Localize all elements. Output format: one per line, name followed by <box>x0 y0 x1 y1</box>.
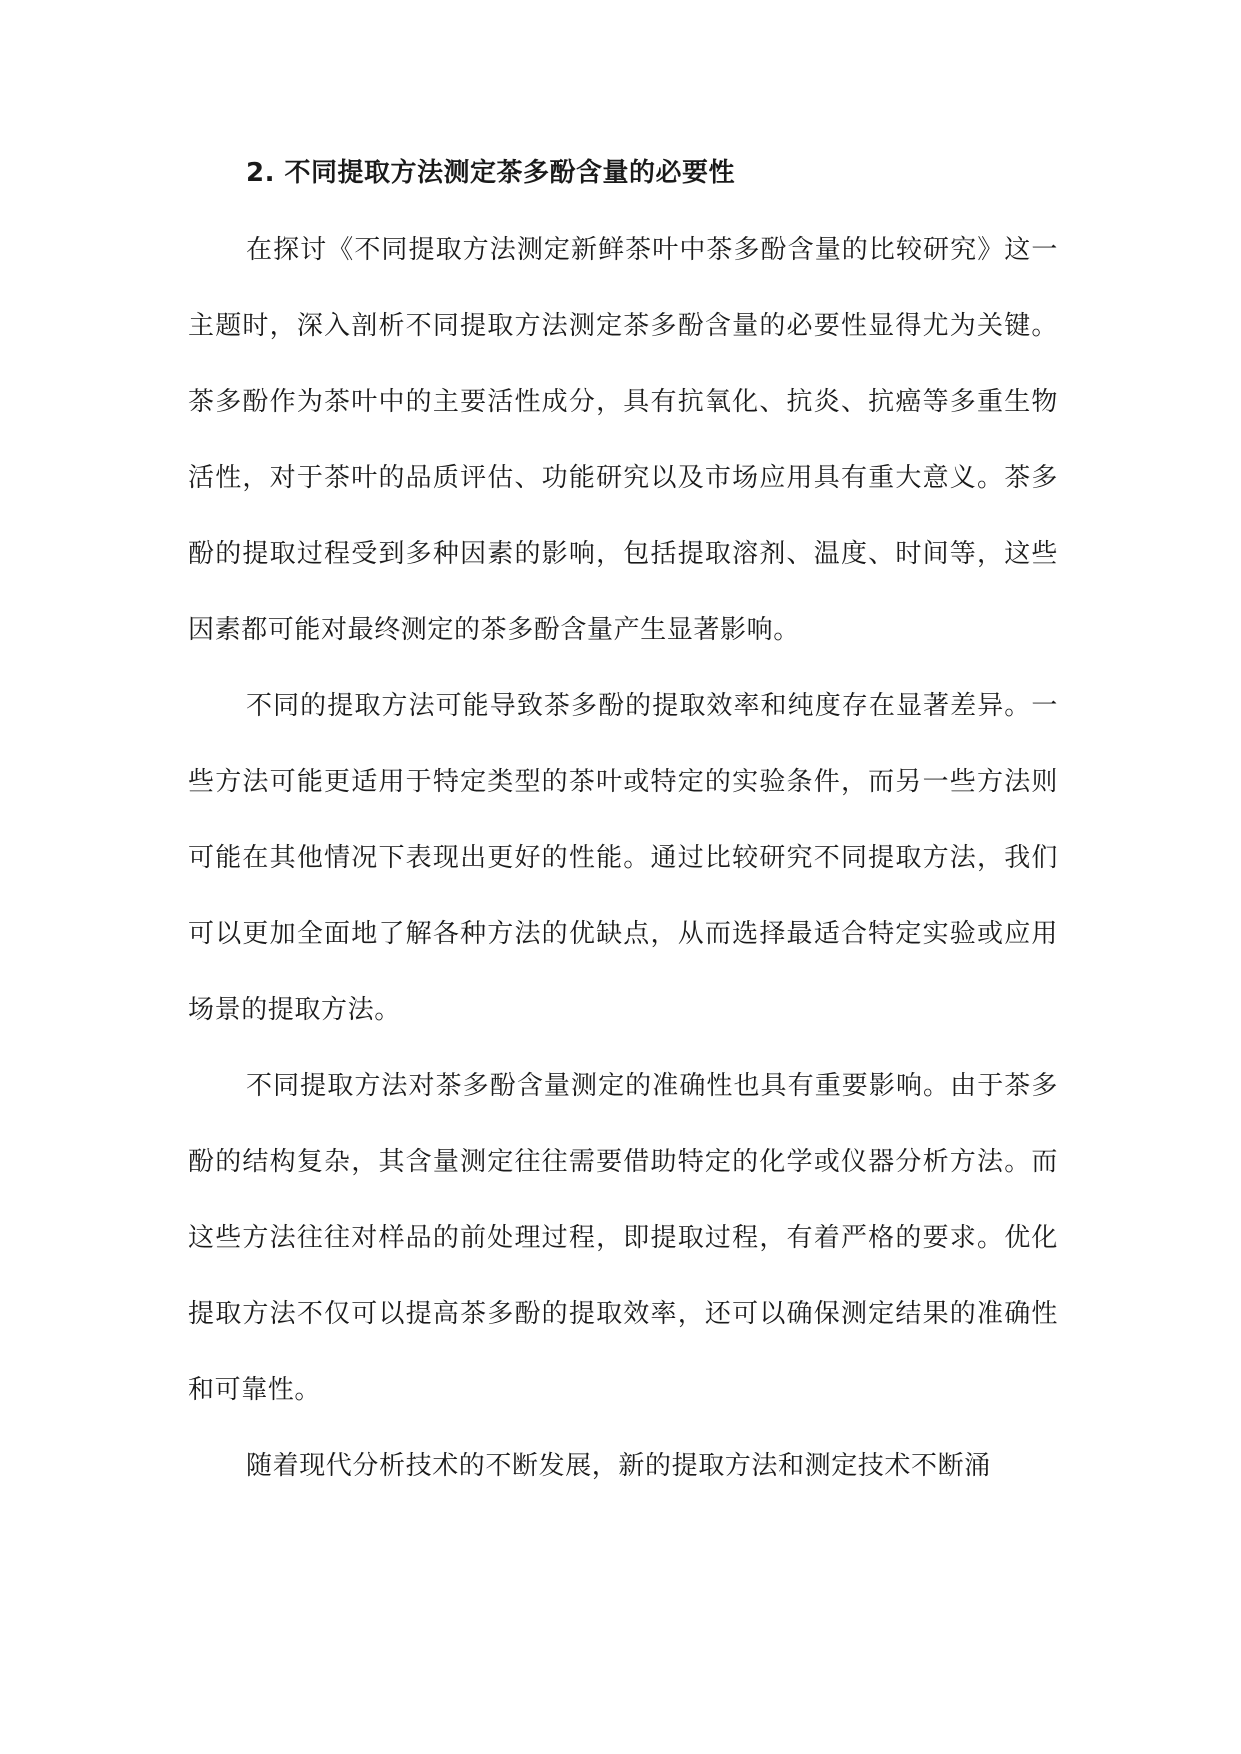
paragraph-3: 不同提取方法对茶多酚含量测定的准确性也具有重要影响。由于茶多酚的结构复杂，其含量测定往往需要借助特定的化学或仪器分析方法。而这些方法往往对样品的前处理过程，即提取过程，有着严格的要求。优化提取方法不仅可以提高茶多酚的提取效率，还可以确保测定结果的准确性和可靠性。 <box>188 1071 1058 1405</box>
paragraph-2: 不同的提取方法可能导致茶多酚的提取效率和纯度存在显著差异。一些方法可能更适用于特定类型的茶叶或特定的实验条件，而另一些方法则可能在其他情况下表现出更好的性能。通过比较研究不同提取方法，我们可以更加全面地了解各种方法的优缺点，从而选择最适合特定实验或应用场景的提取方法。 <box>188 691 1058 1025</box>
section-heading: 2. 不同提取方法测定茶多酚含量的必要性 <box>246 158 736 188</box>
document-page <box>188 140 1058 1504</box>
paragraph-4: 随着现代分析技术的不断发展，新的提取方法和测定技术不断涌 <box>246 1451 991 1481</box>
paragraph-1: 在探讨《不同提取方法测定新鲜茶叶中茶多酚含量的比较研究》这一主题时，深入剖析不同提取方法测定茶多酚含量的必要性显得尤为关键。茶多酚作为茶叶中的主要活性成分，具有抗氧化、抗炎、抗癌等多重生物活性，对于茶叶的品质评估、功能研究以及市场应用具有重大意义。茶多酚的提取过程受到多种因素的影响，包括提取溶剂、温度、时间等，这些因素都可能对最终测定的茶多酚含量产生显著影响。 <box>188 235 1058 645</box>
